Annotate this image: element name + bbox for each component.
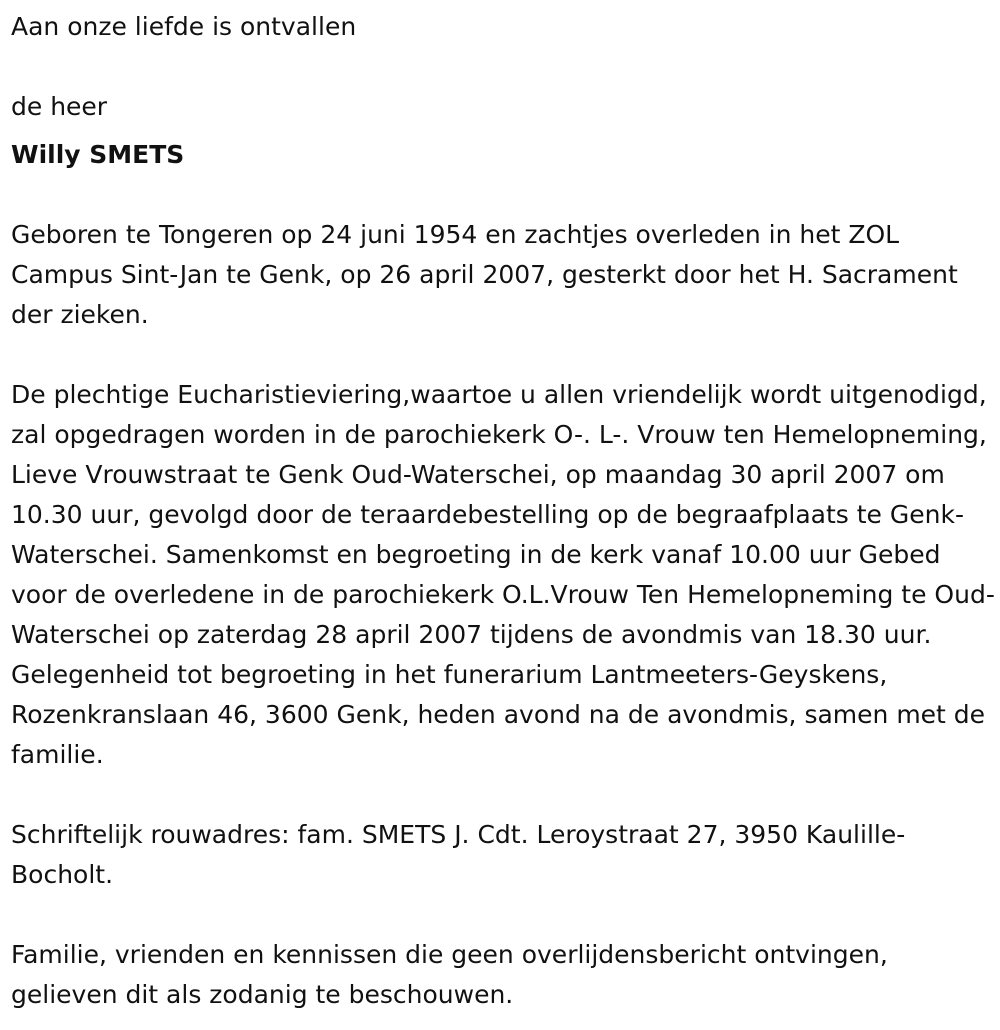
spacer bbox=[11, 47, 996, 87]
spacer bbox=[11, 775, 996, 815]
obituary-notice bbox=[11, 7, 996, 1015]
honorific: de heer bbox=[11, 92, 108, 121]
intro-line: Aan onze liefde is ontvallen bbox=[11, 12, 357, 41]
spacer bbox=[11, 175, 996, 215]
mourning-address-paragraph: Schriftelijk rouwadres: fam. SMETS J. Cdt. Leroystraat 27, 3950 Kaulille-Bocholt. bbox=[11, 820, 906, 889]
deceased-name: Willy SMETS bbox=[11, 140, 185, 169]
closing-paragraph: Familie, vrienden en kennissen die geen overlijdensbericht ontvingen, gelieven dit als zodanig te beschouwen. bbox=[11, 940, 888, 1009]
ceremony-paragraph: De plechtige Eucharistieviering,waartoe u allen vriendelijk wordt uitgenodigd, zal opgedragen worden in de parochiekerk O-. L-. Vrouw ten Hemelopneming, Lieve Vrouwstraat te Genk Oud-Waterschei, op maandag 30 april 2007 om 10.30 uur, gevolgd door de teraardebestelling op de begraafplaats te Genk-Waterschei. Samenkomst en begroeting in de kerk vanaf 10.00 uur Gebed voor de overledene in de parochiekerk O.L.Vrouw Ten Hemelopneming te Oud-Waterschei op zaterdag 28 april 2007 tijdens de avondmis van 18.30 uur. Gelegenheid tot begroeting in het funerarium Lantmeeters-Geyskens, Rozenkranslaan 46, 3600 Genk, heden avond na de avondmis, samen met de familie. bbox=[11, 380, 995, 769]
spacer bbox=[11, 335, 996, 375]
spacer bbox=[11, 895, 996, 935]
birth-death-paragraph: Geboren te Tongeren op 24 juni 1954 en zachtjes overleden in het ZOL Campus Sint-Jan te Genk, op 26 april 2007, gesterkt door het H. Sacrament der zieken. bbox=[11, 220, 958, 329]
